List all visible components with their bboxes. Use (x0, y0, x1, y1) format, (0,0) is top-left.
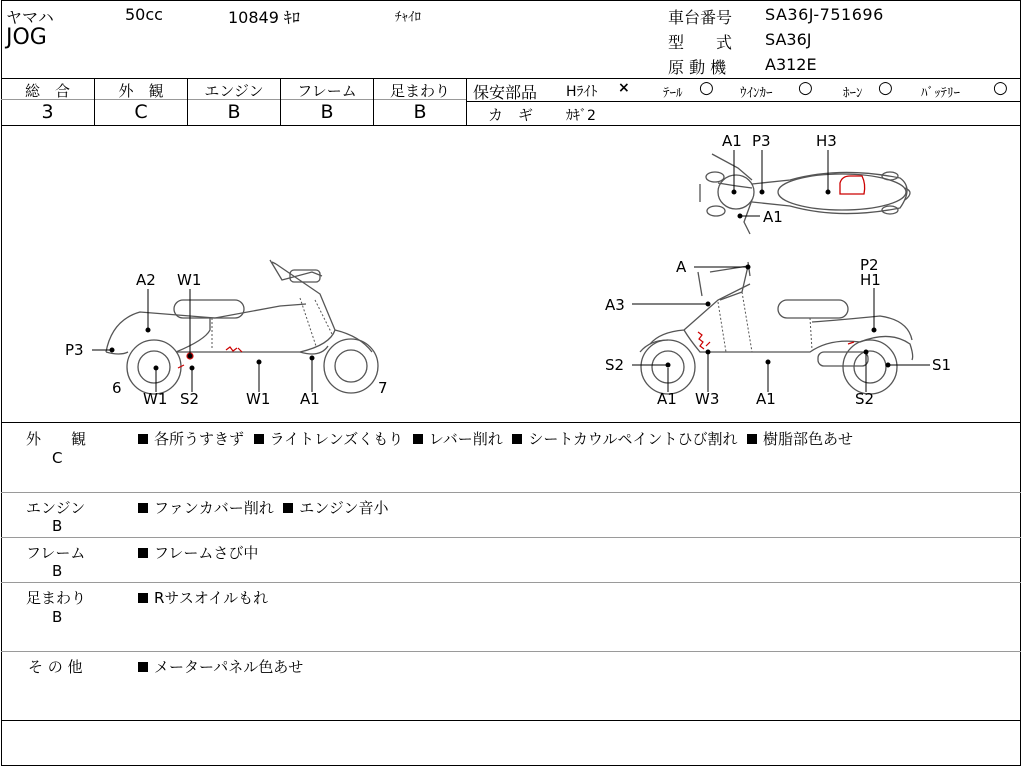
remark-item: シートカウルペイントひび割れ (528, 430, 738, 448)
bullet-icon (747, 434, 757, 444)
damage-label: 6 (112, 379, 122, 397)
damage-label: W1 (177, 271, 202, 289)
horn-label: ﾎｰﾝ (843, 86, 863, 101)
remark-label-frame: フレーム (26, 544, 86, 562)
damage-label: P3 (65, 341, 84, 359)
key-label: カ ギ (488, 106, 534, 124)
damage-label: P3 (752, 132, 771, 150)
damage-label: A2 (136, 271, 156, 289)
engine-grade-label: エンジン (204, 82, 264, 100)
remark-item: ライトレンズくもり (269, 430, 404, 448)
damage-label: S2 (605, 356, 625, 374)
divider (1, 492, 1021, 493)
displacement: 50cc (125, 5, 163, 24)
divider (467, 101, 1021, 102)
damage-label: S2 (180, 390, 200, 408)
mileage: 10849 ｷﾛ (228, 8, 300, 27)
divider (1, 720, 1021, 721)
battery-status: ○ (993, 78, 1008, 98)
remark-item: フレームさび中 (154, 544, 259, 562)
damage-label: A (676, 258, 687, 276)
bullet-icon (283, 503, 293, 513)
key-count: ｶｷﾞ2 (566, 108, 596, 124)
remark-grade-exterior: C (52, 449, 63, 467)
engine-grade-value: B (227, 101, 241, 123)
damage-label: P2 (860, 256, 879, 274)
frame-grade-value: B (320, 101, 334, 123)
type-value: SA36J (765, 30, 812, 49)
engine-model-label: 原 動 機 (668, 58, 727, 77)
remark-label-suspension: 足まわり (26, 589, 87, 607)
remark-items-suspension (138, 587, 268, 608)
tail-label: ﾃｰﾙ (663, 86, 683, 101)
damage-label: A1 (763, 208, 783, 226)
suspension-grade-label: 足まわり (389, 82, 450, 100)
remark-items-engine (138, 497, 389, 518)
damage-label: A1 (722, 132, 742, 150)
remark-item: 樹脂部色あせ (763, 430, 854, 448)
damage-label: S1 (932, 356, 952, 374)
remark-item: ファンカバー削れ (154, 499, 274, 517)
remark-item: 各所うすきず (154, 430, 245, 448)
remark-grade-engine: B (52, 517, 63, 535)
remark-items-other (138, 656, 303, 677)
type-label: 型 式 (668, 33, 733, 52)
suspension-grade-value: B (413, 101, 427, 123)
remark-grade-suspension: B (52, 608, 63, 626)
safety-parts-label: 保安部品 (473, 83, 538, 102)
damage-label: A1 (657, 390, 677, 408)
exterior-grade-value: C (134, 101, 148, 123)
color: ﾁｬｲﾛ (395, 10, 421, 25)
remark-item: エンジン音小 (299, 499, 389, 517)
divider (1, 651, 1021, 652)
total-grade-label: 総 合 (24, 82, 70, 100)
horn-status: ○ (878, 78, 893, 98)
divider (1, 537, 1021, 538)
bullet-icon (138, 434, 148, 444)
divider (1, 78, 1021, 79)
exterior-grade-label: 外 観 (118, 82, 164, 100)
remark-label-exterior: 外 観 (26, 430, 87, 448)
divider (466, 78, 467, 125)
divider (1, 582, 1021, 583)
damage-label: A1 (300, 390, 320, 408)
remark-item: メーターパネル色あせ (154, 658, 304, 676)
remark-grade-frame: B (52, 562, 63, 580)
model-name: JOG (6, 25, 47, 50)
damage-label: S2 (855, 390, 875, 408)
tail-status: ○ (699, 78, 714, 98)
damage-label: A1 (756, 390, 776, 408)
remark-item: Rサスオイルもれ (154, 589, 269, 607)
damage-label: W1 (143, 390, 168, 408)
bullet-icon (138, 662, 148, 672)
remark-label-other: そ の 他 (28, 658, 83, 676)
headlight-status: × (618, 80, 630, 96)
divider (1, 422, 1021, 423)
remark-items-exterior (138, 428, 853, 449)
bullet-icon (254, 434, 264, 444)
bullet-icon (138, 503, 148, 513)
damage-label: A3 (605, 296, 625, 314)
damage-label: W3 (695, 390, 720, 408)
remark-label-engine: エンジン (26, 499, 86, 517)
headlight-label: Hﾗｲﾄ (566, 84, 598, 100)
bullet-icon (138, 593, 148, 603)
maker: ヤマハ (6, 8, 54, 27)
winker-label: ｳｲﾝｶｰ (740, 86, 773, 101)
damage-label: 7 (378, 379, 388, 397)
winker-status: ○ (798, 78, 813, 98)
total-grade-value: 3 (41, 101, 54, 123)
bullet-icon (138, 548, 148, 558)
remark-items-frame (138, 542, 258, 563)
chassis-label: 車台番号 (668, 8, 733, 27)
damage-label: W1 (246, 390, 271, 408)
divider (1, 125, 1021, 126)
bullet-icon (512, 434, 522, 444)
engine-model-value: A312E (765, 55, 817, 74)
chassis-number: SA36J-751696 (765, 5, 884, 24)
damage-label: H3 (816, 132, 837, 150)
damage-label: H1 (860, 271, 881, 289)
remark-item: レバー削れ (428, 430, 503, 448)
battery-label: ﾊﾞｯﾃﾘｰ (921, 86, 960, 101)
bullet-icon (413, 434, 423, 444)
frame-grade-label: フレーム (297, 82, 357, 100)
